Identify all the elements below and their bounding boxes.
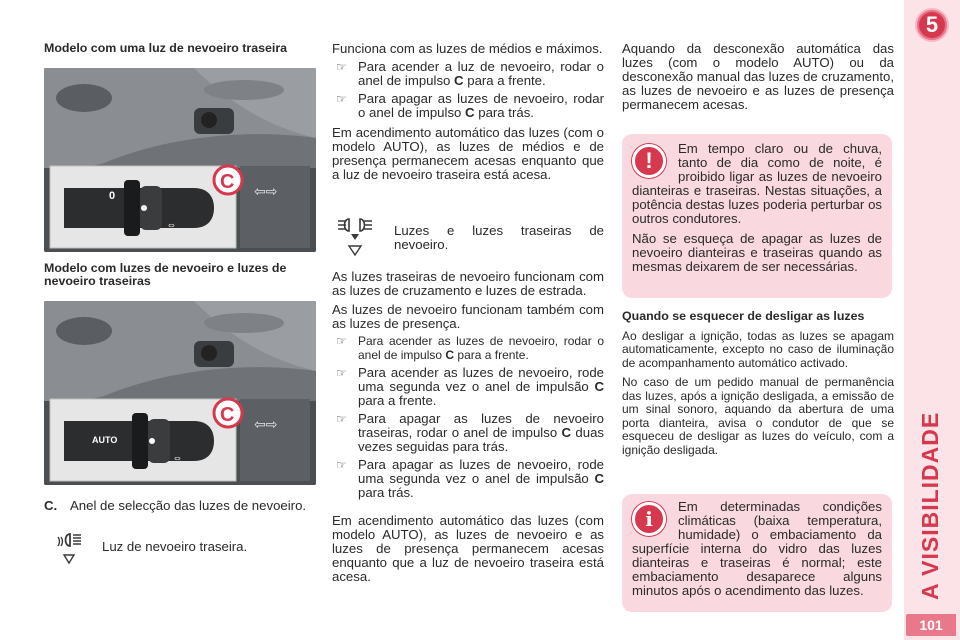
list-item: ☞ Para apagar as luzes de nevoeiro, rode uma segunda vez o anel de impulsão C para trás. <box>336 457 604 500</box>
list-item: ☞ Para apagar as luzes de nevoeiro, rodar o anel de impulso C para trás. <box>336 91 604 120</box>
svg-text:AUTO: AUTO <box>92 434 118 445</box>
arrow-bullet-icon: ☞ <box>336 412 347 426</box>
svg-text:⇔: ⇔ <box>174 453 181 463</box>
chapter-number-badge: 5 <box>915 8 949 42</box>
forget-lights-heading: Quando se esquecer de desligar as luzes <box>622 309 865 323</box>
svg-text:C: C <box>220 403 235 426</box>
c-legend-key: C. <box>44 497 58 513</box>
warning-icon: ! <box>632 144 666 178</box>
page-number: 101 <box>906 614 956 636</box>
info-text: Em determinadas condições climáticas (baixa temperatura, humidade) o embaciamento da superfície interna do vidro das luzes dianteiras e traseiras é normal; este embaciamento desaparece alguns minutos após o acendimento das luzes. <box>632 499 882 598</box>
info-icon: i <box>632 502 666 536</box>
svg-text:⇦⇨: ⇦⇨ <box>254 416 278 433</box>
rear-fog-legend <box>44 531 316 567</box>
list-item: ☞ Para apagar as luzes de nevoeiro traseiras, rodar o anel de impulso C duas vezes seguidas para trás. <box>336 411 604 454</box>
arrow-bullet-icon: ☞ <box>336 366 347 380</box>
fog-instructions <box>332 335 604 500</box>
arrow-bullet-icon: ☞ <box>336 60 347 74</box>
svg-text:C: C <box>220 170 235 193</box>
arrow-bullet-icon: ☞ <box>336 458 347 472</box>
front-fog-text: As luzes de nevoeiro funcionam também com as luzes de presença. <box>332 302 604 331</box>
list-item: ☞ Para acender a luz de nevoeiro, rodar o anel de impulso C para a frente. <box>336 59 604 88</box>
stalk-photo-2 <box>44 301 316 485</box>
intro-text: Funciona com as luzes de médios e máximos. <box>332 41 603 56</box>
chapter-title: A VISIBILIDADE <box>917 411 943 600</box>
arrow-bullet-icon: ☞ <box>336 92 347 106</box>
svg-text:0: 0 <box>109 189 116 202</box>
column-right <box>622 42 894 112</box>
auto-lights-text: Em acendimento automático das luzes (com o modelo AUTO), as luzes de médios e de presença permanecem acesas enquanto que a luz de nevoeiro traseira está acesa. <box>332 125 604 182</box>
arrow-bullet-icon: ☞ <box>336 334 347 348</box>
stalk-illustration-1 <box>44 68 316 252</box>
fog-legend <box>332 216 604 266</box>
front-rear-fog-icon <box>338 216 372 261</box>
list-item: ☞ Para acender as luzes de nevoeiro, rodar o anel de impulso C para a frente. <box>336 334 604 362</box>
rear-fog-legend-text: Luz de nevoeiro traseira. <box>102 538 248 554</box>
warning-text-1: Em tempo claro ou de chuva, tanto de dia como de noite, é proibido ligar as luzes de nevoeiro dianteiras e traseiras. Nestas situações, a potência destas luzes poderia perturbar os outros condutores. <box>632 141 882 226</box>
list-item: ☞ Para acender as luzes de nevoeiro, rode uma segunda vez o anel de impulsão C para a frente. <box>336 365 604 408</box>
info-box <box>622 494 892 612</box>
auto-lights-text-2: Em acendimento automático das luzes (com modelo AUTO), as luzes de nevoeiro e as luzes de presença permanecem acesas enquanto que a luz de nevoeiro traseira está acesa. <box>332 513 604 584</box>
forget-lights-text-2: No caso de um pedido manual de permanência das luzes, após a ignição desligada, a emissão de um sinal sonoro, aquando da abertura de uma porta dianteira, avisa o condutor de que se esqueceu de desligar as luzes do veículo, com a ignição desligada. <box>622 375 894 457</box>
single-fog-instructions <box>332 60 604 120</box>
stalk-illustration-2 <box>44 301 316 485</box>
c-legend-text: Anel de selecção das luzes de nevoeiro. <box>70 497 307 513</box>
auto-off-text: Aquando da desconexão automática das luzes (com o modelo AUTO) ou da desconexão manual das luzes de cruzamento, as luzes de nevoeiro e as luzes de presença permanecem acesas. <box>622 41 894 112</box>
heading-fog-and-rear-fog: Modelo com luzes de nevoeiro e luzes de nevoeiro traseiras <box>44 260 287 288</box>
column-left <box>44 42 316 567</box>
column-middle <box>332 42 604 584</box>
stalk-photo-1 <box>44 68 316 252</box>
forget-lights-text-1: Ao desligar a ignição, todas as luzes se apagam automaticamente, excepto no caso de iluminação de acompanhamento automático activado. <box>622 328 894 370</box>
c-legend <box>44 499 316 513</box>
forget-lights-section <box>622 310 894 457</box>
rear-fog-text: As luzes traseiras de nevoeiro funcionam com as luzes de cruzamento e luzes de estrada. <box>332 269 604 298</box>
svg-text:⇔: ⇔ <box>168 220 175 230</box>
warning-text-2: Não se esqueça de apagar as luzes de nevoeiro dianteiras e traseiras quando as mesmas deixarem de ser necessárias. <box>632 231 882 274</box>
heading-single-rear-fog: Modelo com uma luz de nevoeiro traseira <box>44 41 288 55</box>
warning-box <box>622 134 892 298</box>
fog-legend-text: Luzes e luzes traseiras de nevoeiro. <box>394 223 604 252</box>
rear-fog-icon <box>56 531 82 570</box>
svg-text:⇦⇨: ⇦⇨ <box>254 183 278 200</box>
